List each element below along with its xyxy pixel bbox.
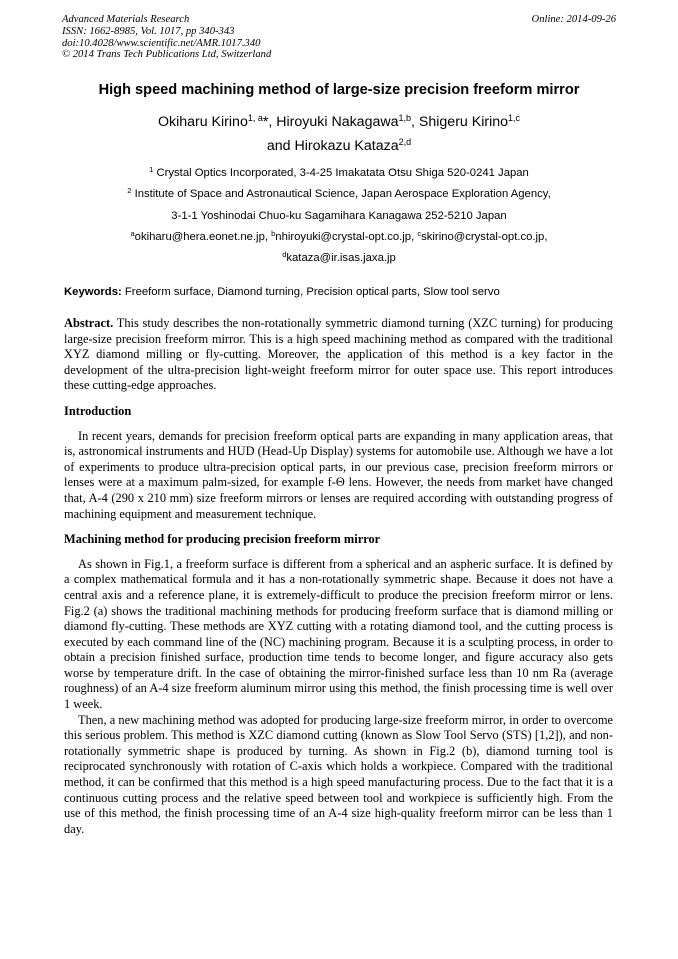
section-heading-machining: Machining method for producing precision freeform mirror [64,532,381,547]
email-mark: a [130,228,135,238]
affil-mark: 2 [127,186,132,196]
machining-paragraph-2: Then, a new machining method was adopted for producing large-size freeform mirror, in order to overcome this serious problem. This method is XZC diamond cutting (known as Slow Tool Servo (STS) [1,2]), and non-rotationally symmetric shape is produced by turning. As shown in Fig.2 (b), diamond turning tool is reciprocated synchronously with rotation of C-axis which holds a workpiece. Compared with the traditional method, it can be confirmed that this method is a high speed manufacturing process. Due to the fact that it is a continuous cutting process and the relative speed between tool and workpiece is sufficiently high. From the use of this method, the finish processing time of an A-4 size high-quality freeform mirror can be less than 1 day. [64,712,613,836]
keywords-text: Freeform surface, Diamond turning, Precision optical parts, Slow tool servo [124,286,500,298]
email-address[interactable]: skirino@crystal-opt.co.jp, [421,230,548,243]
paper-body [64,316,613,837]
affiliation-2-address: 3-1-1 Yoshinodai Chuo-ku Sagamihara Kanagawa 252-5210 Japan [171,209,507,222]
email-mark: c [417,228,422,238]
email-line-2 [40,248,638,269]
author-affil-mark: 1,c [508,113,521,123]
email-line [40,227,638,248]
keywords-label: Keywords: [64,286,122,298]
affiliation-2 [40,184,638,205]
abstract-label: Abstract. [64,316,114,330]
email-address[interactable]: okiharu@hera.eonet.ne.jp, [134,230,268,243]
keywords [64,284,624,300]
author-list [40,111,638,158]
author-and: and [266,137,295,154]
author-separator: , [411,114,419,130]
section-heading-introduction: Introduction [64,403,132,418]
journal-copyright: © 2014 Trans Tech Publications Ltd, Switzerland [62,49,272,61]
affiliation-1 [40,163,638,184]
paper-title: High speed machining method of large-size precision freeform mirror [98,82,580,98]
author-name: Hirokazu Kataza [294,137,399,154]
author-name: Okiharu Kirino [157,114,248,130]
email-address[interactable]: kataza@ir.isas.jaxa.jp [286,252,396,265]
author-affil-mark: 2,d [398,136,412,147]
abstract-text: This study describes the non-rotationally symmetric diamond turning (XZC turning) for producing large-size precision freeform mirror. This is a high speed machining method as compared with the traditional XYZ diamond milling or fly-cutting. Moreover, the application of this method is a key factor in the development of the ultra-precision light-weight freeform mirror for outer space use. This report introduces these cutting-edge approaches. [64,316,614,393]
author-affil-mark: 1, a [247,113,263,123]
journal-name: Advanced Materials Research [62,14,190,25]
affil-text: Crystal Optics Incorporated, 3-4-25 Imakatata Otsu Shiga 520-0241 Japan [156,167,529,179]
introduction-paragraph: In recent years, demands for precision freeform optical parts are expanding in many application areas, that is, astronomical instruments and HUD (Head-Up Display) systems for automobile use. Although we have a lot of experiments to produce ultra-precision optical parts, in our previous case, precision freeform mirrors or lenses were at a maximum palm-sized, for example f-Θ lens. However, the needs from market have changed that, A-4 (290 x 210 mm) size freeform mirrors or lenses are required according with outstanding progress of machining equipment and measurement technique. [64,428,613,521]
author-name: Hiroyuki Nakagawa [276,114,399,130]
abstract [64,316,613,394]
email-mark: d [282,250,287,260]
journal-doi: doi:10.4028/www.scientific.net/AMR.1017.340 [62,37,261,49]
machining-paragraph-1: As shown in Fig.1, a freeform surface is different from a spherical and an aspheric surface. It is defined by a complex mathematical formula and it has a non-rotationally symmetric shape. Because it does not have a central axis and a reference plane, it is extremely-difficult to produce the precision freeform mirror or lens. Fig.2 (a) shows the traditional machining methods for producing freeform surface that is diamond milling or diamond fly-cutting. These methods are XYZ cutting with a rotating diamond tool, and the cutting process is executed by each command line of the (NC) machining program. Because it is a sculpting process, in order to obtain a precision finished surface, production time tends to become longer, and figure accuracy also gets worse by temperature drift. In the case of obtaining the mirror-finished surface less than 10 nm Ra (average roughness) of an A-4 size freeform aluminum mirror using this method, the finish processing time is well over 1 week. [64,556,613,712]
author-line-2 [40,135,638,159]
journal-issn: ISSN: 1662-8985, Vol. 1017, pp 340-343 [62,25,235,37]
affiliations [40,163,638,269]
author-line-1 [40,111,638,135]
author-name: Shigeru Kirino [418,114,509,130]
email-mark: b [271,228,276,238]
affil-text: Institute of Space and Astronautical Science, Japan Aerospace Exploration Agency, [134,188,551,201]
journal-header [62,14,616,61]
author-affil-mark: 1,b [398,113,412,123]
email-address[interactable]: nhiroyuki@crystal-opt.co.jp, [275,230,415,243]
affil-mark: 1 [149,165,154,174]
author-separator: *, [262,114,277,130]
online-date: Online: 2014-09-26 [531,14,616,25]
